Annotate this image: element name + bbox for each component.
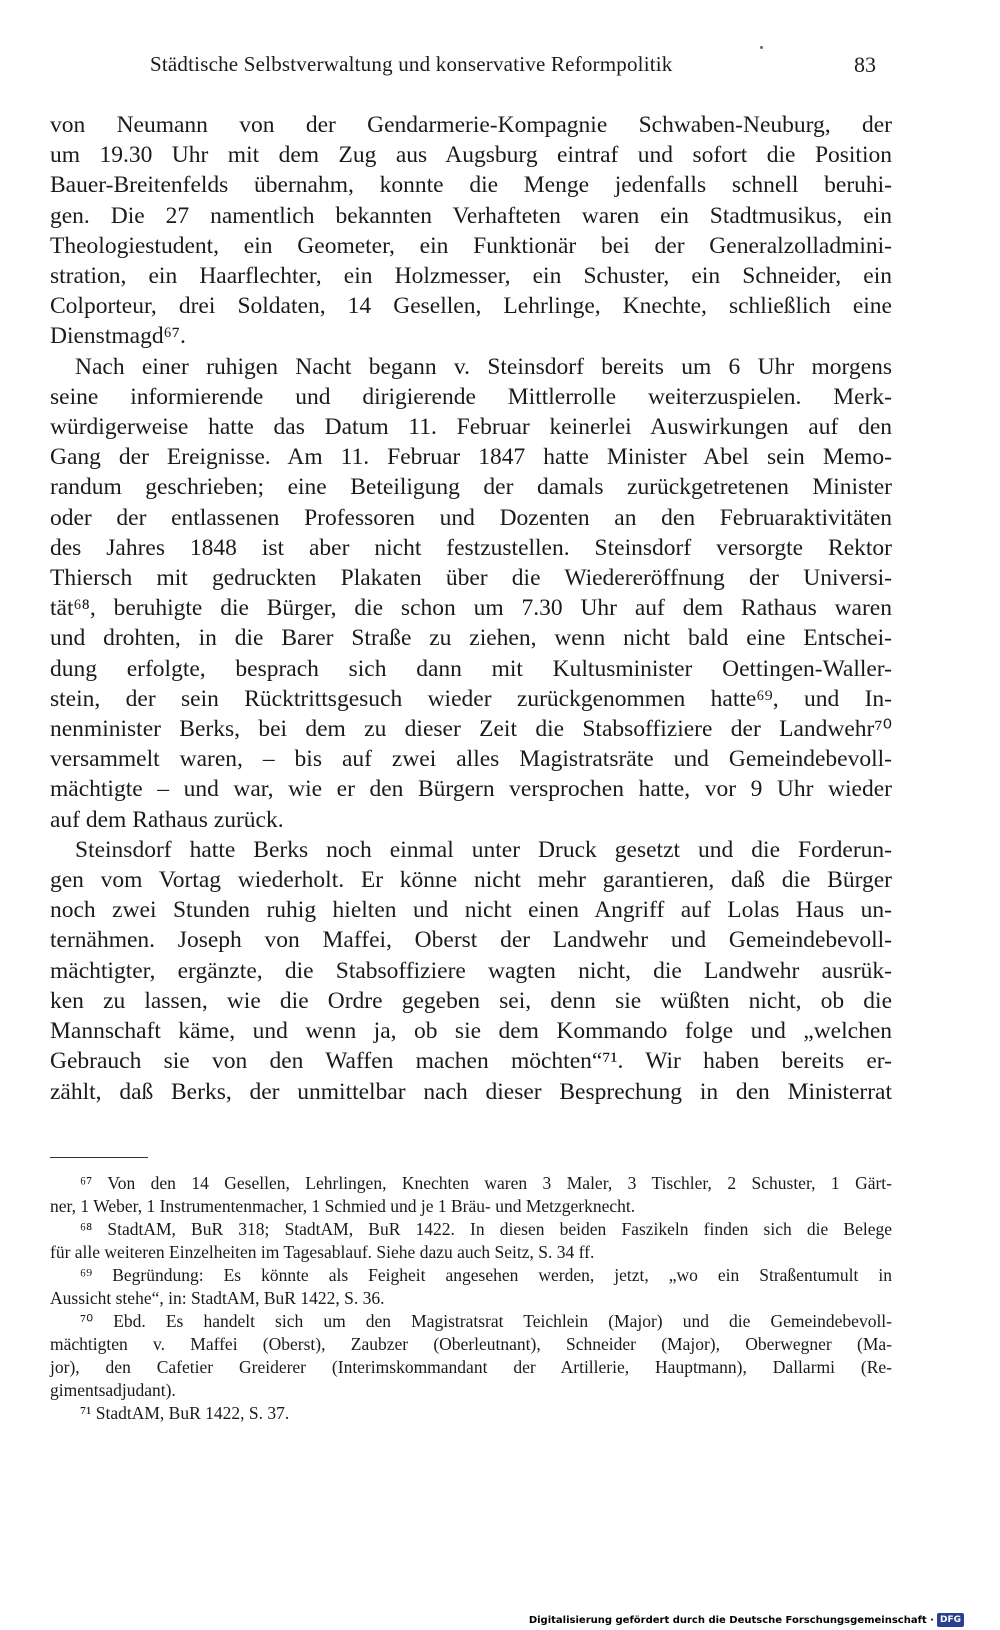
body-line: gen vom Vortag wiederholt. Er könne nicht mehr garantieren, daß die Bürger — [50, 867, 892, 894]
footnotes — [50, 1172, 892, 1425]
body-line: um 19.30 Uhr mit dem Zug aus Augsburg eintraf und sofort die Position — [50, 142, 892, 169]
running-head — [150, 52, 876, 86]
body-line: Theologiestudent, ein Geometer, ein Funktionär bei der Generalzolladmini- — [50, 232, 892, 259]
body-text — [50, 110, 892, 1107]
footnote-line: ⁶⁷ Von den 14 Gesellen, Lehrlingen, Knechten waren 3 Maler, 3 Tischler, 2 Schuster, 1 Gärt- — [80, 1173, 892, 1193]
footnote-line: ner, 1 Weber, 1 Instrumentenmacher, 1 Schmied und je 1 Bräu- und Metzgerknecht. — [50, 1196, 636, 1216]
body-line: dung erfolgte, besprach sich dann mit Kultusminister Oettingen-Waller- — [50, 655, 892, 682]
body-line: stein, der sein Rücktrittsgesuch wieder zurückgenommen hatte⁶⁹, und In- — [50, 685, 892, 712]
footnote-line: Aussicht stehe“, in: StadtAM, BuR 1422, S. 36. — [50, 1288, 385, 1308]
body-line: und drohten, in die Barer Straße zu ziehen, wenn nicht bald eine Entschei- — [50, 625, 892, 652]
footnote-rule — [50, 1157, 148, 1158]
body-line: Steinsdorf hatte Berks noch einmal unter Druck gesetzt und die Forderun- — [75, 836, 892, 863]
dfg-logo-icon: DFG — [937, 1613, 964, 1627]
body-line: gen. Die 27 namentlich bekannten Verhafteten waren ein Stadtmusikus, ein — [50, 202, 892, 229]
body-line: Gang der Ereignisse. Am 11. Februar 1847 hatte Minister Abel sein Memo- — [50, 444, 892, 471]
body-line: würdigerweise hatte das Datum 11. Februar keinerlei Auswirkungen auf den — [50, 414, 892, 441]
body-line: Mannschaft käme, und wenn ja, ob sie dem Kommando folge und „welchen — [50, 1018, 892, 1045]
body-line: tät⁶⁸, beruhigte die Bürger, die schon um 7.30 Uhr auf dem Rathaus waren — [50, 595, 892, 622]
running-head-title: Städtische Selbstverwaltung und konservative Reformpolitik — [150, 52, 673, 76]
credit-text: Digitalisierung gefördert durch die Deutsche Forschungsgemeinschaft · — [528, 1615, 934, 1626]
body-line: mächtigter, ergänzte, die Stabsoffiziere wagten nicht, die Landwehr ausrük- — [50, 957, 892, 984]
body-line: zählt, daß Berks, der unmittelbar nach dieser Besprechung in den Ministerrat — [50, 1078, 892, 1105]
footnote-line: gimentsadjudant). — [50, 1380, 176, 1400]
body-line: stration, ein Haarflechter, ein Holzmesser, ein Schuster, ein Schneider, ein — [50, 263, 892, 290]
body-line: oder der entlassenen Professoren und Dozenten an den Februaraktivitäten — [50, 504, 892, 531]
body-line: nenminister Berks, bei dem zu dieser Zeit die Stabsoffiziere der Landwehr⁷⁰ — [50, 716, 892, 743]
footnote-line: ⁶⁸ StadtAM, BuR 318; StadtAM, BuR 1422. In diesen beiden Faszikeln finden sich die Belege — [80, 1219, 892, 1239]
body-line: Bauer-Breitenfelds übernahm, konnte die Menge jedenfalls schnell beruhi- — [50, 172, 892, 199]
body-line: Dienstmagd⁶⁷. — [50, 323, 186, 350]
page-number: 83 — [854, 52, 876, 77]
body-line: auf dem Rathaus zurück. — [50, 806, 284, 833]
body-line: randum geschrieben; eine Beteiligung der damals zurückgetretenen Minister — [50, 474, 892, 501]
scan-speck — [760, 46, 763, 49]
footnote-line: für alle weiteren Einzelheiten im Tagesablauf. Siehe dazu auch Seitz, S. 34 ff. — [50, 1242, 595, 1262]
body-line: noch zwei Stunden ruhig hielten und nicht einen Angriff auf Lolas Haus un- — [50, 897, 892, 924]
footnote-line: mächtigten v. Maffei (Oberst), Zaubzer (Oberleutnant), Schneider (Major), Oberwegner (Ma- — [50, 1334, 892, 1354]
body-line: Colporteur, drei Soldaten, 14 Gesellen, Lehrlinge, Knechte, schließlich eine — [50, 293, 892, 320]
footnote-line: ⁷¹ StadtAM, BuR 1422, S. 37. — [80, 1403, 290, 1423]
body-line: des Jahres 1848 ist aber nicht festzustellen. Steinsdorf versorgte Rektor — [50, 534, 892, 561]
body-line: versammelt waren, – bis auf zwei alles Magistratsräte und Gemeindebevoll- — [50, 746, 892, 773]
footnote-line: jor), den Cafetier Greiderer (Interimskommandant der Artillerie, Hauptmann), Dallarmi (Re- — [50, 1357, 892, 1377]
footnote-line: ⁷⁰ Ebd. Es handelt sich um den Magistratsrat Teichlein (Major) und die Gemeindebevoll- — [80, 1311, 892, 1331]
body-line: Nach einer ruhigen Nacht begann v. Steinsdorf bereits um 6 Uhr morgens — [75, 353, 892, 380]
body-line: seine informierende und dirigierende Mittlerrolle weiterzuspielen. Merk- — [50, 383, 892, 410]
body-line: ken zu lassen, wie die Ordre gegeben sei, denn sie wüßten nicht, ob die — [50, 987, 892, 1014]
body-line: ternähmen. Joseph von Maffei, Oberst der Landwehr und Gemeindebevoll- — [50, 927, 892, 954]
footnote-line: ⁶⁹ Begründung: Es könnte als Feigheit angesehen werden, jetzt, „wo ein Straßentumult in — [80, 1265, 892, 1285]
body-line: Gebrauch sie von den Waffen machen möchten“⁷¹. Wir haben bereits er- — [50, 1048, 892, 1075]
body-line: von Neumann von der Gendarmerie-Kompagnie Schwaben-Neuburg, der — [50, 112, 892, 138]
digitization-credit — [529, 1613, 964, 1628]
body-line: mächtigte – und war, wie er den Bürgern versprochen hatte, vor 9 Uhr wieder — [50, 776, 892, 803]
body-line: Thiersch mit gedruckten Plakaten über die Wiedereröffnung der Universi- — [50, 565, 892, 592]
